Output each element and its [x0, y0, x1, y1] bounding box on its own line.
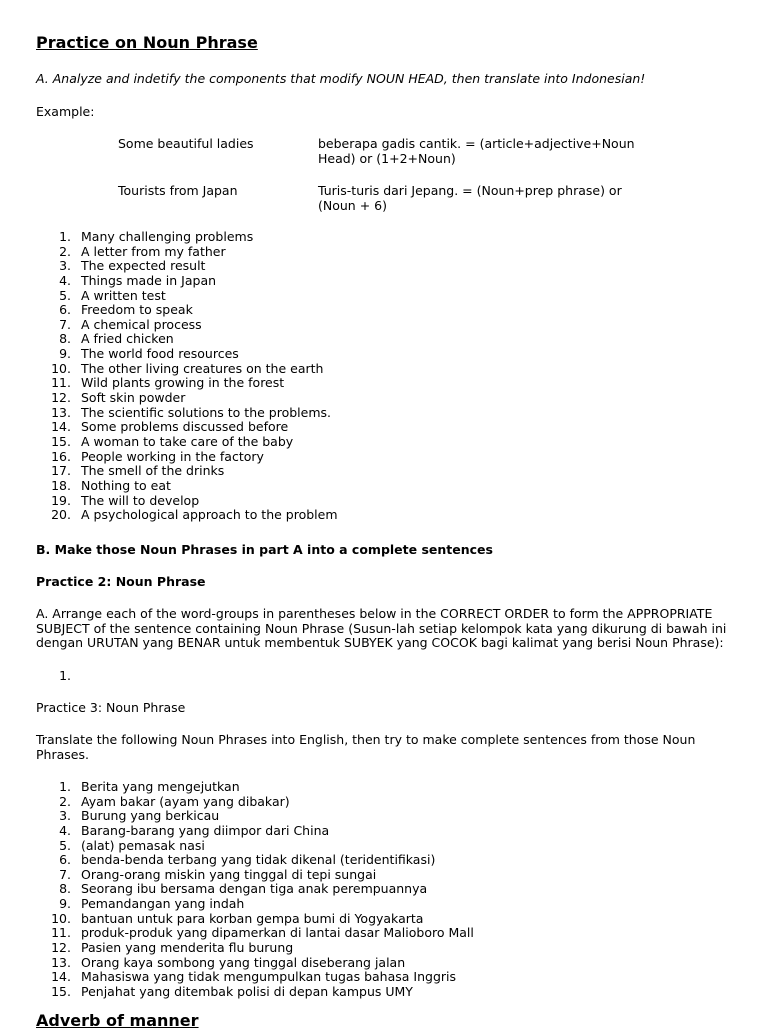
- list-item: 1 . Berita yang mengejutkan: [36, 780, 596, 795]
- list-item: 3 . Burung yang berkicau: [36, 809, 596, 824]
- list-item: 4 . Barang-barang yang diimpor dari China: [36, 824, 596, 839]
- list-item: 19 . The will to develop: [36, 494, 536, 509]
- list-item: 18 . Nothing to eat: [36, 479, 536, 494]
- list-item: 2 . Ayam bakar (ayam yang dibakar): [36, 795, 596, 810]
- list-item: 20 . A psychological approach to the problem: [36, 508, 536, 523]
- list-item: 7 . A chemical process: [36, 318, 536, 333]
- instruction-a: A. Analyze and indetify the components that modify NOUN HEAD, then translate into Indonesian!: [36, 71, 646, 86]
- list-item: 11 . produk-produk yang dipamerkan di lantai dasar Malioboro Mall: [36, 926, 596, 941]
- list-item: 7 . Orang-orang miskin yang tinggal di tepi sungai: [36, 868, 596, 883]
- list-item: 13 . The scientific solutions to the problems.: [36, 406, 536, 421]
- example-1-translation: beberapa gadis cantik. = (article+adjective+Noun Head) or (1+2+Noun): [318, 136, 635, 166]
- list-item: 17 . The smell of the drinks: [36, 464, 536, 479]
- list-item: 8 . Seorang ibu bersama dengan tiga anak perempuannya: [36, 882, 596, 897]
- list-item: 14 . Mahasiswa yang tidak mengumpulkan tugas bahasa Inggris: [36, 970, 596, 985]
- list-item: 13 . Orang kaya sombong yang tinggal diseberang jalan: [36, 956, 596, 971]
- list-item: 16 . People working in the factory: [36, 450, 536, 465]
- next-section-heading: Adverb of manner: [36, 1011, 199, 1030]
- noun-phrase-list-3: [36, 780, 596, 1000]
- list-item: 14 . Some problems discussed before: [36, 420, 536, 435]
- practice-3-heading: Practice 3: Noun Phrase: [36, 700, 186, 715]
- example-1-english: Some beautiful ladies: [118, 136, 254, 151]
- list-item: 12 . Pasien yang menderita flu burung: [36, 941, 596, 956]
- example-label: Example:: [36, 104, 95, 119]
- list-item: 5 . (alat) pemasak nasi: [36, 839, 596, 854]
- list-item: 6 . Freedom to speak: [36, 303, 536, 318]
- list-item: 11 . Wild plants growing in the forest: [36, 376, 536, 391]
- list-item: 15 . A woman to take care of the baby: [36, 435, 536, 450]
- list-item: 15 . Penjahat yang ditembak polisi di depan kampus UMY: [36, 985, 596, 1000]
- list-item: 9 . Pemandangan yang indah: [36, 897, 596, 912]
- list-item: 12 . Soft skin powder: [36, 391, 536, 406]
- instruction-b: B. Make those Noun Phrases in part A into a complete sentences: [36, 542, 493, 557]
- list-item: 2 . A letter from my father: [36, 245, 536, 260]
- list-item: 5 . A written test: [36, 289, 536, 304]
- practice-2-list: [36, 669, 236, 684]
- list-item: 3 . The expected result: [36, 259, 536, 274]
- list-item: 8 . A fried chicken: [36, 332, 536, 347]
- list-item: 10 . The other living creatures on the earth: [36, 362, 536, 377]
- practice-2-heading: Practice 2: Noun Phrase: [36, 574, 206, 589]
- list-item: 6 . benda-benda terbang yang tidak dikenal (teridentifikasi): [36, 853, 596, 868]
- example-2-translation: Turis-turis dari Jepang. = (Noun+prep phrase) or (Noun + 6): [318, 183, 622, 213]
- practice-2-instruction: A. Arrange each of the word-groups in parentheses below in the CORRECT ORDER to form the APPROPRIATE SUBJECT of the sentence containing Noun Phrase (Susun-lah setiap kelompok kata yang dikurung di bawah ini dengan URUTAN yang BENAR untuk membentuk SUBYEK yang COCOK bagi kalimat yang berisi Noun Phrase):: [36, 606, 727, 651]
- practice-3-instruction: Translate the following Noun Phrases into English, then try to make complete sentences from those Noun Phrases.: [36, 732, 696, 762]
- noun-phrase-list-a: [36, 230, 536, 523]
- example-2-english: Tourists from Japan: [118, 183, 238, 198]
- list-item: 9 . The world food resources: [36, 347, 536, 362]
- list-item: 4 . Things made in Japan: [36, 274, 536, 289]
- list-item: 1 . Many challenging problems: [36, 230, 536, 245]
- page-title: Practice on Noun Phrase: [36, 33, 258, 52]
- list-item: 1 .: [36, 669, 236, 684]
- list-item: 10 . bantuan untuk para korban gempa bumi di Yogyakarta: [36, 912, 596, 927]
